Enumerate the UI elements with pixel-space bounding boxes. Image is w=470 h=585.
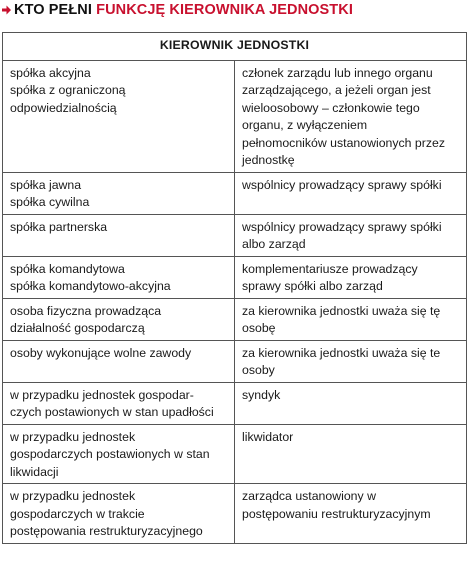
entity-line: odpowiedzialnością xyxy=(10,100,117,115)
entity-line: spółka z ograniczoną xyxy=(10,83,126,97)
table-row xyxy=(3,214,467,256)
manager-line: jednostkę xyxy=(242,153,295,167)
entity-cell xyxy=(3,424,235,484)
entity-cell xyxy=(3,340,235,382)
entity-line: w przypadku jednostek xyxy=(10,429,136,444)
entity-cell xyxy=(3,172,235,214)
entity-line: likwidacji xyxy=(10,464,59,479)
manager-line: za kierownika jednostki uważa się tę xyxy=(242,303,441,318)
manager-cell xyxy=(235,340,467,382)
entity-cell xyxy=(3,484,235,544)
manager-line: zarządca ustanowiony w xyxy=(242,489,376,503)
manager-cell xyxy=(235,214,467,256)
manager-cell xyxy=(235,298,467,340)
entity-line: w przypadku jednostek xyxy=(10,489,136,503)
table-header-row xyxy=(3,33,467,61)
heading-accent: FUNKCJĘ KIEROWNIKA JEDNOSTKI xyxy=(96,2,353,18)
entity-line: działalność gospodarczą xyxy=(10,321,145,335)
entity-cell xyxy=(3,60,235,172)
entity-line: spółka partnerska xyxy=(10,219,108,234)
entity-line: gospodarczych w trakcie xyxy=(10,506,145,521)
entity-line: spółka komandytowo-akcyjna xyxy=(10,279,171,293)
entity-line: postępowania restrukturyzacyjnego xyxy=(10,524,203,538)
entity-line: gospodarczych postawionych w stan xyxy=(10,447,210,461)
heading-prefix: KTO PEŁNI xyxy=(14,2,92,18)
entity-cell xyxy=(3,256,235,298)
table-row xyxy=(3,172,467,214)
manager-line: wspólnicy prowadzący sprawy spółki xyxy=(242,219,442,234)
table-row xyxy=(3,340,467,382)
entity-line: spółka jawna xyxy=(10,177,82,192)
manager-line: postępowaniu restrukturyzacyjnym xyxy=(242,506,431,521)
manager-line: syndyk xyxy=(242,387,281,402)
manager-line: zarządzającego, a jeżeli organ jest xyxy=(242,83,431,97)
manager-line: pełnomocników ustanowionych przez xyxy=(242,135,446,150)
entity-line: czych postawionych w stan upadłości xyxy=(10,405,214,419)
manager-cell xyxy=(235,484,467,544)
arrow-right-icon xyxy=(2,2,11,12)
manager-cell xyxy=(235,60,467,172)
manager-line: wieloosobowy – członkowie tego xyxy=(242,100,420,115)
manager-line: członek zarządu lub innego organu xyxy=(242,65,433,80)
entity-line: spółka cywilna xyxy=(10,195,90,209)
manager-line: za kierownika jednostki uważa się te xyxy=(242,345,441,360)
manager-line: albo zarząd xyxy=(242,237,306,251)
manager-cell xyxy=(235,424,467,484)
entity-cell xyxy=(3,214,235,256)
manager-line: likwidator xyxy=(242,429,294,444)
unit-manager-table xyxy=(2,32,467,544)
entity-line: osoba fizyczna prowadząca xyxy=(10,303,162,318)
table-header: KIEROWNIK JEDNOSTKI xyxy=(3,33,467,61)
manager-cell xyxy=(235,256,467,298)
entity-line: w przypadku jednostek gospodar- xyxy=(10,387,194,402)
table-row xyxy=(3,484,467,544)
table-row xyxy=(3,382,467,424)
entity-line: spółka akcyjna xyxy=(10,65,91,80)
table-row xyxy=(3,424,467,484)
manager-cell xyxy=(235,172,467,214)
manager-line: organu, z wyłączeniem xyxy=(242,118,368,132)
manager-line: sprawy spółki albo zarząd xyxy=(242,279,383,293)
table-row xyxy=(3,60,467,172)
table-row xyxy=(3,298,467,340)
entity-cell xyxy=(3,382,235,424)
page-heading xyxy=(2,1,353,21)
entity-cell xyxy=(3,298,235,340)
manager-line: komplementariusze prowadzący xyxy=(242,261,418,276)
manager-line: osoby xyxy=(242,363,275,377)
table-body xyxy=(3,60,467,543)
entity-line: spółka komandytowa xyxy=(10,261,125,276)
entity-line: osoby wykonujące wolne zawody xyxy=(10,345,192,360)
manager-line: osobę xyxy=(242,321,276,335)
table-row xyxy=(3,256,467,298)
manager-cell xyxy=(235,382,467,424)
manager-line: wspólnicy prowadzący sprawy spółki xyxy=(242,177,442,192)
